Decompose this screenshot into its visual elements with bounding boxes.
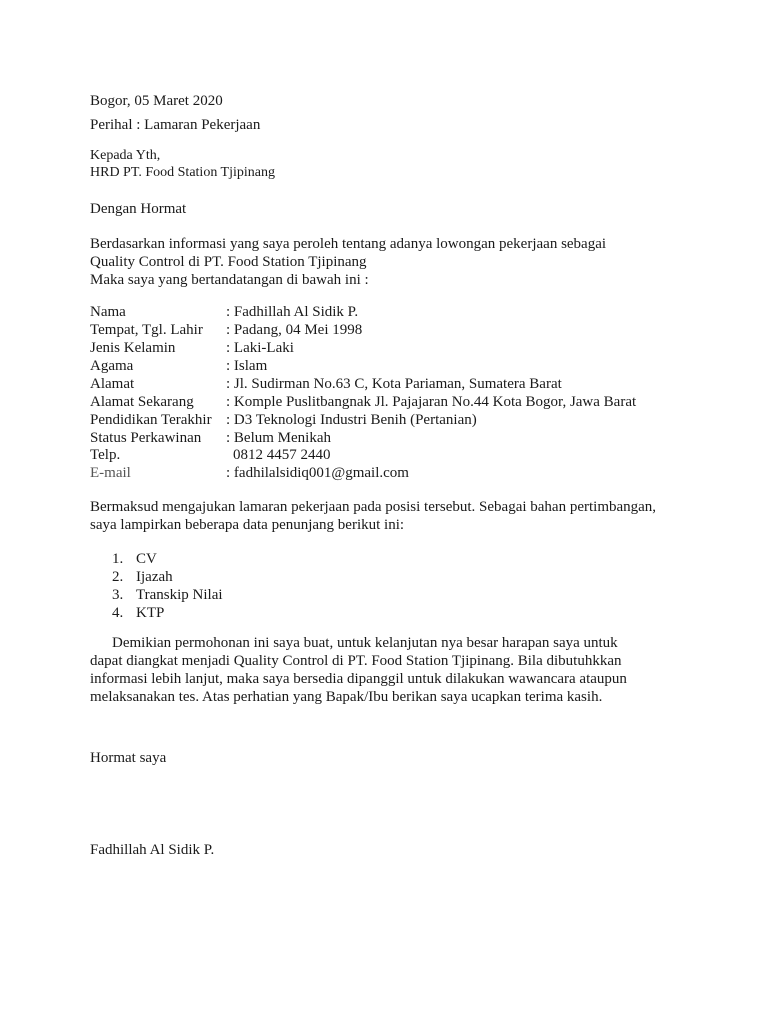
field-label-agama: Agama — [90, 358, 134, 374]
intro-line-3: Maka saya yang bertandatangan di bawah ini : — [90, 272, 369, 288]
field-value-telp: 0812 4457 2440 — [233, 447, 331, 463]
list-item: Transkip Nilai — [136, 587, 223, 603]
recipient-line-1: Kepada Yth, — [90, 148, 161, 163]
closing-line-4: melaksanakan tes. Atas perhatian yang Bapak/Ibu berikan saya ucapkan terima kasih. — [90, 689, 603, 705]
signature-name: Fadhillah Al Sidik P. — [90, 842, 215, 858]
field-label-alamat-sekarang: Alamat Sekarang — [90, 394, 194, 410]
field-label-telp: Telp. — [90, 447, 121, 463]
field-value-gender: : Laki-Laki — [226, 340, 294, 356]
field-value-status: : Belum Menikah — [226, 430, 331, 446]
field-value-ttl: : Padang, 04 Mei 1998 — [226, 322, 363, 338]
field-label-ttl: Tempat, Tgl. Lahir — [90, 322, 203, 338]
letter-subject: Perihal : Lamaran Pekerjaan — [90, 117, 261, 133]
signoff: Hormat saya — [90, 750, 167, 766]
field-label-alamat: Alamat — [90, 376, 135, 392]
list-item: KTP — [136, 605, 165, 621]
list-item-number: 1. — [112, 551, 124, 567]
list-item-number: 4. — [112, 605, 124, 621]
list-item-number: 2. — [112, 569, 124, 585]
field-label-email: E-mail — [90, 465, 131, 481]
field-label-gender: Jenis Kelamin — [90, 340, 176, 356]
purpose-line-2: saya lampirkan beberapa data penunjang berikut ini: — [90, 517, 405, 533]
recipient-line-2: HRD PT. Food Station Tjipinang — [90, 165, 275, 180]
field-label-nama: Nama — [90, 304, 126, 320]
closing-line-3: informasi lebih lanjut, maka saya bersedia dipanggil untuk dilakukan wawancara ataupun — [90, 671, 627, 687]
field-value-nama: : Fadhillah Al Sidik P. — [226, 304, 359, 320]
field-label-status: Status Perkawinan — [90, 430, 202, 446]
field-value-alamat-sekarang: : Komple Puslitbangnak Jl. Pajajaran No.44 Kota Bogor, Jawa Barat — [226, 394, 637, 410]
closing-line-2: dapat diangkat menjadi Quality Control di PT. Food Station Tjipinang. Bila dibutuhkkan — [90, 653, 622, 669]
field-value-pendidikan: : D3 Teknologi Industri Benih (Pertanian) — [226, 412, 477, 428]
field-label-pendidikan: Pendidikan Terakhir — [90, 412, 212, 428]
intro-line-1: Berdasarkan informasi yang saya peroleh tentang adanya lowongan pekerjaan sebagai — [90, 236, 607, 252]
letter-date: Bogor, 05 Maret 2020 — [90, 93, 223, 109]
greeting: Dengan Hormat — [90, 201, 187, 217]
list-item-number: 3. — [112, 587, 124, 603]
intro-line-2: Quality Control di PT. Food Station Tjipinang — [90, 254, 367, 270]
closing-line-1: Demikian permohonan ini saya buat, untuk kelanjutan nya besar harapan saya untuk — [112, 635, 618, 651]
list-item: CV — [136, 551, 157, 567]
purpose-line-1: Bermaksud mengajukan lamaran pekerjaan pada posisi tersebut. Sebagai bahan pertimbangan, — [90, 499, 657, 515]
list-item: Ijazah — [136, 569, 173, 585]
field-value-alamat: : Jl. Sudirman No.63 C, Kota Pariaman, Sumatera Barat — [226, 376, 562, 392]
field-value-email: : fadhilalsidiq001@gmail.com — [226, 465, 409, 481]
field-value-agama: : Islam — [226, 358, 268, 374]
